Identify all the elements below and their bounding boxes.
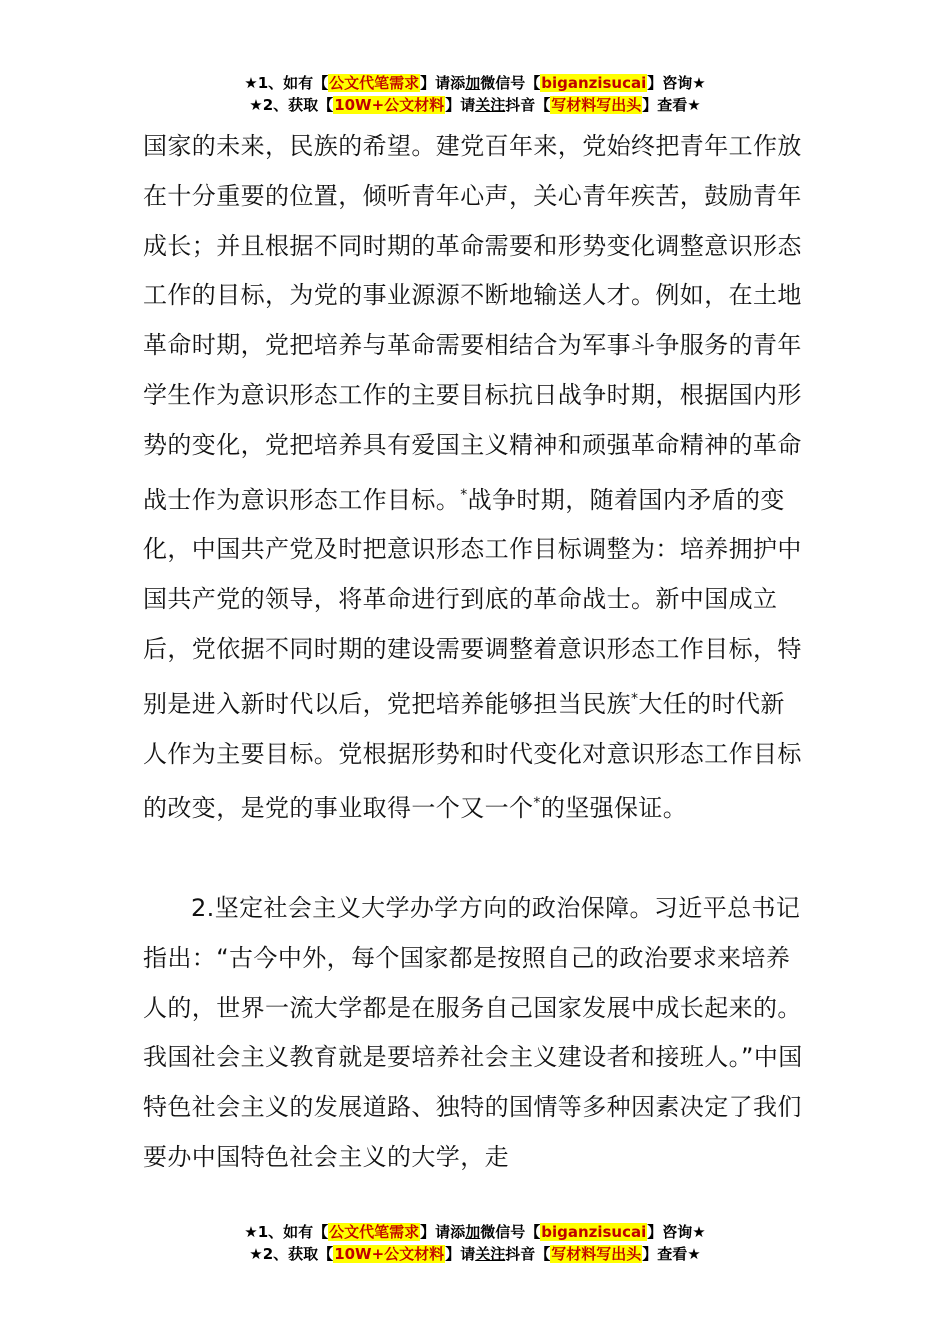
banner-highlight: 公文代笔需求 bbox=[329, 1223, 420, 1241]
banner-highlight: 10W+公文材料 bbox=[334, 96, 445, 114]
banner-line-2: ★2、获取【10W+公文材料】请关注抖音【写材料写出头】查看★ bbox=[249, 96, 701, 114]
top-banner bbox=[0, 72, 950, 116]
banner-highlight: 10W+公文材料 bbox=[334, 1245, 445, 1263]
banner-line-1: ★1、如有【公文代笔需求】请添加微信号【biganzisucai】咨询★ bbox=[244, 74, 706, 92]
banner-wechat-id: biganzisucai bbox=[541, 74, 647, 92]
document-body bbox=[143, 122, 808, 1183]
banner-douyin-id: 写材料写出头 bbox=[551, 1245, 642, 1263]
paragraph-gap bbox=[143, 834, 808, 884]
banner-douyin-id: 写材料写出头 bbox=[551, 96, 642, 114]
paragraph-2: 2.坚定社会主义大学办学方向的政治保障。习近平总书记指出：“古今中外，每个国家都是按照自己的政治要求来培养人的，世界一流大学都是在服务自己国家发展中成长起来的。我国社会主义教育就是要培养社会主义建设者和接班人。”中国特色社会主义的发展道路、独特的国情等多种因素决定了我们要办中国特色社会主义的大学，走 bbox=[143, 893, 803, 1171]
banner-line-2: ★2、获取【10W+公文材料】请关注抖音【写材料写出头】查看★ bbox=[249, 1245, 701, 1263]
banner-line-1: ★1、如有【公文代笔需求】请添加微信号【biganzisucai】咨询★ bbox=[244, 1223, 706, 1241]
banner-wechat-id: biganzisucai bbox=[541, 1223, 647, 1241]
banner-highlight: 公文代笔需求 bbox=[329, 74, 420, 92]
bottom-banner bbox=[0, 1221, 950, 1265]
paragraph-1: 国家的未来，民族的希望。建党百年来，党始终把青年工作放在十分重要的位置，倾听青年心声，关心青年疾苦，鼓励青年成长；并且根据不同时期的革命需要和形势变化调整意识形态工作的目标，为党的事业源源不断地输送人才。例如，在土地革命时期，党把培养与革命需要相结合为军事斗争服务的青年学生作为意识形态工作的主要目标抗日战争时期，根据国内形势的变化，党把培养具有爱国主义精神和顽强革命精神的革命战士作为意识形态工作目标。*战争时期，随着国内矛盾的变化，中国共产党及时把意识形态工作目标调整为：培养拥护中国共产党的领导，将革命进行到底的革命战士。新中国成立后，党依据不同时期的建设需要调整着意识形态工作目标，特别是进入新时代以后，党把培养能够担当民族*大任的时代新人作为主要目标。党根据形势和时代变化对意识形态工作目标的改变，是党的事业取得一个又一个*的坚强保证。 bbox=[143, 132, 802, 823]
